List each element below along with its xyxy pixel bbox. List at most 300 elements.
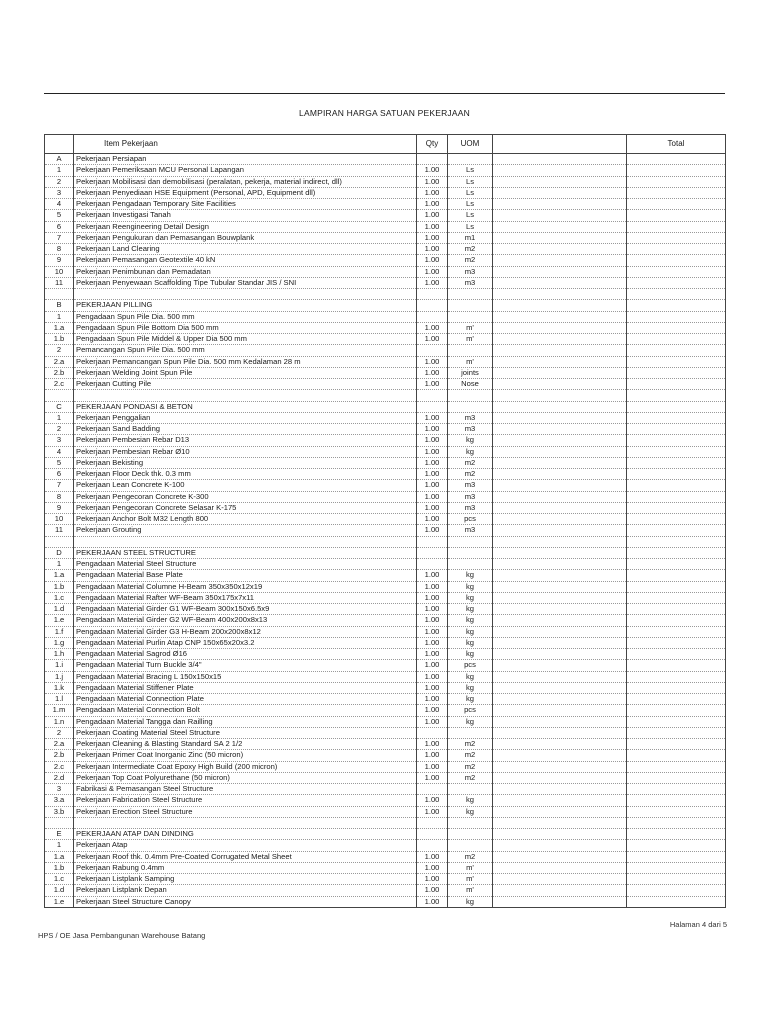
row-item: Pekerjaan Fabrication Steel Structure xyxy=(74,795,417,806)
row-qty: 1.00 xyxy=(417,277,448,288)
price-table xyxy=(44,134,726,908)
row-total xyxy=(627,671,726,682)
row-uom: Ls xyxy=(448,221,493,232)
row-spacer xyxy=(493,570,627,581)
row-total xyxy=(627,221,726,232)
header-uom: UOM xyxy=(448,135,493,154)
row-spacer xyxy=(493,514,627,525)
row-spacer xyxy=(493,154,627,165)
row-total xyxy=(627,795,726,806)
row-item: Pekerjaan Land Clearing xyxy=(74,244,417,255)
row-uom: Ls xyxy=(448,210,493,221)
table-row xyxy=(45,840,726,851)
row-number xyxy=(45,390,74,401)
row-spacer xyxy=(493,277,627,288)
row-item: Pengadaan Material Purlin Atap CNP 150x65x20x3.2 xyxy=(74,637,417,648)
row-item: Pekerjaan Pembesian Rebar Ø10 xyxy=(74,446,417,457)
row-item: Pekerjaan Bekisting xyxy=(74,457,417,468)
table-row xyxy=(45,187,726,198)
row-item: Pekerjaan Floor Deck thk. 0.3 mm xyxy=(74,469,417,480)
row-item: Fabrikasi & Pemasangan Steel Structure xyxy=(74,784,417,795)
row-uom: m3 xyxy=(448,491,493,502)
row-number: 2 xyxy=(45,345,74,356)
row-number: 8 xyxy=(45,244,74,255)
row-number: 4 xyxy=(45,199,74,210)
row-number: 11 xyxy=(45,525,74,536)
top-rule xyxy=(44,93,725,94)
row-total xyxy=(627,637,726,648)
row-qty: 1.00 xyxy=(417,255,448,266)
row-total xyxy=(627,851,726,862)
row-qty: 1.00 xyxy=(417,525,448,536)
row-total xyxy=(627,424,726,435)
row-number: 1.e xyxy=(45,896,74,907)
row-uom: kg xyxy=(448,649,493,660)
row-uom: kg xyxy=(448,615,493,626)
row-item: Pekerjaan Pemeriksaan MCU Personal Lapangan xyxy=(74,165,417,176)
row-uom xyxy=(448,300,493,311)
row-number: 1.d xyxy=(45,604,74,615)
row-total xyxy=(627,592,726,603)
row-number: 1.b xyxy=(45,862,74,873)
row-spacer xyxy=(493,266,627,277)
row-uom: m2 xyxy=(448,457,493,468)
row-uom: m' xyxy=(448,322,493,333)
row-total xyxy=(627,401,726,412)
document-title: LAMPIRAN HARGA SATUAN PEKERJAAN xyxy=(299,108,470,118)
row-spacer xyxy=(493,379,627,390)
row-number: 3 xyxy=(45,784,74,795)
row-item: Pekerjaan Primer Coat Inorganic Zinc (50 micron) xyxy=(74,750,417,761)
row-item: Pengadaan Material Sagrod Ø16 xyxy=(74,649,417,660)
table-row xyxy=(45,671,726,682)
row-number: 10 xyxy=(45,266,74,277)
row-uom: m1 xyxy=(448,232,493,243)
row-total xyxy=(627,514,726,525)
footer-document-name: HPS / OE Jasa Pembangunan Warehouse Batang xyxy=(38,931,206,940)
row-uom: m' xyxy=(448,862,493,873)
row-total xyxy=(627,862,726,873)
row-total xyxy=(627,716,726,727)
row-number: 1 xyxy=(45,840,74,851)
row-number: 1.g xyxy=(45,637,74,648)
row-qty: 1.00 xyxy=(417,502,448,513)
row-uom: kg xyxy=(448,581,493,592)
row-item: Pekerjaan Top Coat Polyurethane (50 micron) xyxy=(74,772,417,783)
row-uom xyxy=(448,817,493,828)
table-row xyxy=(45,289,726,300)
row-total xyxy=(627,457,726,468)
table-row xyxy=(45,379,726,390)
table-row xyxy=(45,480,726,491)
row-item: Pekerjaan Pengadaan Temporary Site Facilities xyxy=(74,199,417,210)
row-total xyxy=(627,322,726,333)
row-spacer xyxy=(493,334,627,345)
row-number: 2.b xyxy=(45,750,74,761)
row-uom xyxy=(448,536,493,547)
row-number: 3.b xyxy=(45,806,74,817)
table-row xyxy=(45,592,726,603)
row-number: 4 xyxy=(45,446,74,457)
row-item: Pengadaan Material Base Plate xyxy=(74,570,417,581)
row-total xyxy=(627,649,726,660)
row-uom: m3 xyxy=(448,412,493,423)
row-spacer xyxy=(493,750,627,761)
row-number: 8 xyxy=(45,491,74,502)
row-total xyxy=(627,187,726,198)
row-uom: Ls xyxy=(448,165,493,176)
table-row xyxy=(45,469,726,480)
row-qty: 1.00 xyxy=(417,581,448,592)
table-row xyxy=(45,514,726,525)
table-row xyxy=(45,277,726,288)
row-uom: kg xyxy=(448,626,493,637)
row-qty xyxy=(417,547,448,558)
row-uom: kg xyxy=(448,694,493,705)
row-number: 2.a xyxy=(45,739,74,750)
row-item: Pengadaan Material Girder G2 WF-Beam 400x200x8x13 xyxy=(74,615,417,626)
row-number: 1.a xyxy=(45,322,74,333)
row-spacer xyxy=(493,322,627,333)
row-total xyxy=(627,885,726,896)
table-row xyxy=(45,502,726,513)
row-qty: 1.00 xyxy=(417,694,448,705)
row-total xyxy=(627,244,726,255)
row-total xyxy=(627,626,726,637)
row-number: 2.c xyxy=(45,379,74,390)
row-total xyxy=(627,480,726,491)
table-row xyxy=(45,626,726,637)
row-item: Pekerjaan Penyewaan Scaffolding Tipe Tubular Standar JIS / SNI xyxy=(74,277,417,288)
row-item: Pekerjaan Roof thk. 0.4mm Pre-Coated Corrugated Metal Sheet xyxy=(74,851,417,862)
row-item: Pekerjaan Anchor Bolt M32 Length 800 xyxy=(74,514,417,525)
table-row xyxy=(45,266,726,277)
row-number: 1 xyxy=(45,412,74,423)
row-uom xyxy=(448,390,493,401)
table-row xyxy=(45,424,726,435)
table-row xyxy=(45,401,726,412)
row-total xyxy=(627,446,726,457)
header-qty: Qty xyxy=(417,135,448,154)
row-uom: kg xyxy=(448,570,493,581)
row-total xyxy=(627,817,726,828)
table-row xyxy=(45,244,726,255)
row-total xyxy=(627,289,726,300)
row-spacer xyxy=(493,727,627,738)
row-qty: 1.00 xyxy=(417,570,448,581)
row-qty: 1.00 xyxy=(417,660,448,671)
row-item: Pekerjaan Pembesian Rebar D13 xyxy=(74,435,417,446)
row-number: 2 xyxy=(45,424,74,435)
row-qty: 1.00 xyxy=(417,649,448,660)
table-row xyxy=(45,435,726,446)
row-item: PEKERJAAN PILLING xyxy=(74,300,417,311)
row-total xyxy=(627,334,726,345)
row-total xyxy=(627,176,726,187)
table-row xyxy=(45,604,726,615)
row-spacer xyxy=(493,412,627,423)
row-number: 1.h xyxy=(45,649,74,660)
row-item: Pekerjaan Atap xyxy=(74,840,417,851)
table-row xyxy=(45,300,726,311)
row-uom: kg xyxy=(448,435,493,446)
row-item: Pengadaan Material Bracing L 150x150x15 xyxy=(74,671,417,682)
table-row xyxy=(45,559,726,570)
table-header xyxy=(45,135,726,154)
row-uom: joints xyxy=(448,367,493,378)
row-qty xyxy=(417,390,448,401)
row-qty: 1.00 xyxy=(417,851,448,862)
row-qty: 1.00 xyxy=(417,705,448,716)
row-uom: kg xyxy=(448,592,493,603)
row-total xyxy=(627,615,726,626)
row-spacer xyxy=(493,784,627,795)
row-number: 2.a xyxy=(45,356,74,367)
row-qty: 1.00 xyxy=(417,491,448,502)
row-total xyxy=(627,829,726,840)
row-uom: m3 xyxy=(448,502,493,513)
row-qty: 1.00 xyxy=(417,356,448,367)
row-uom xyxy=(448,289,493,300)
table-row xyxy=(45,750,726,761)
row-item: Pekerjaan Welding Joint Spun Pile xyxy=(74,367,417,378)
row-uom: Nose xyxy=(448,379,493,390)
row-qty xyxy=(417,784,448,795)
row-uom xyxy=(448,559,493,570)
row-uom: m3 xyxy=(448,266,493,277)
row-spacer xyxy=(493,345,627,356)
table-row xyxy=(45,795,726,806)
row-qty xyxy=(417,559,448,570)
row-spacer xyxy=(493,795,627,806)
row-total xyxy=(627,502,726,513)
row-spacer xyxy=(493,165,627,176)
row-item: Pekerjaan Investigasi Tanah xyxy=(74,210,417,221)
row-total xyxy=(627,570,726,581)
row-uom: kg xyxy=(448,446,493,457)
row-number: 1.b xyxy=(45,581,74,592)
row-number: 6 xyxy=(45,221,74,232)
row-number: 2 xyxy=(45,727,74,738)
row-total xyxy=(627,469,726,480)
row-number xyxy=(45,817,74,828)
row-total xyxy=(627,300,726,311)
row-number: 1.c xyxy=(45,874,74,885)
row-uom xyxy=(448,829,493,840)
row-number: 2.c xyxy=(45,761,74,772)
header-total: Total xyxy=(627,135,726,154)
table-row xyxy=(45,649,726,660)
row-number xyxy=(45,289,74,300)
table-row xyxy=(45,874,726,885)
row-qty: 1.00 xyxy=(417,435,448,446)
row-qty: 1.00 xyxy=(417,210,448,221)
row-uom: m2 xyxy=(448,772,493,783)
row-total xyxy=(627,412,726,423)
row-total xyxy=(627,311,726,322)
row-qty xyxy=(417,840,448,851)
row-qty: 1.00 xyxy=(417,682,448,693)
row-number: 1.d xyxy=(45,885,74,896)
row-total xyxy=(627,525,726,536)
row-spacer xyxy=(493,806,627,817)
row-qty: 1.00 xyxy=(417,885,448,896)
row-spacer xyxy=(493,649,627,660)
row-spacer xyxy=(493,615,627,626)
row-total xyxy=(627,874,726,885)
row-item: Pengadaan Material Steel Structure xyxy=(74,559,417,570)
row-number: 1.k xyxy=(45,682,74,693)
row-qty: 1.00 xyxy=(417,739,448,750)
table-row xyxy=(45,210,726,221)
row-item: Pekerjaan Reengineering Detail Design xyxy=(74,221,417,232)
row-spacer xyxy=(493,592,627,603)
row-qty: 1.00 xyxy=(417,469,448,480)
row-total xyxy=(627,772,726,783)
row-qty: 1.00 xyxy=(417,592,448,603)
row-spacer xyxy=(493,694,627,705)
row-spacer xyxy=(493,435,627,446)
row-spacer xyxy=(493,885,627,896)
row-total xyxy=(627,210,726,221)
row-item: Pengadaan Material Rafter WF-Beam 350x175x7x11 xyxy=(74,592,417,603)
row-qty xyxy=(417,727,448,738)
row-uom: m' xyxy=(448,885,493,896)
row-item: Pengadaan Spun Pile Middel & Upper Dia 500 mm xyxy=(74,334,417,345)
row-number xyxy=(45,536,74,547)
row-number: 1.l xyxy=(45,694,74,705)
row-item: Pekerjaan Erection Steel Structure xyxy=(74,806,417,817)
row-number: 1.a xyxy=(45,570,74,581)
row-item: Pengadaan Material Girder G3 H-Beam 200x200x8x12 xyxy=(74,626,417,637)
row-qty: 1.00 xyxy=(417,187,448,198)
table-row xyxy=(45,896,726,907)
row-qty: 1.00 xyxy=(417,615,448,626)
row-spacer xyxy=(493,424,627,435)
row-number: 5 xyxy=(45,210,74,221)
row-spacer xyxy=(493,547,627,558)
row-number: 1.e xyxy=(45,615,74,626)
row-number: 10 xyxy=(45,514,74,525)
row-spacer xyxy=(493,356,627,367)
row-spacer xyxy=(493,502,627,513)
table-row xyxy=(45,412,726,423)
table-row xyxy=(45,637,726,648)
row-number: 3.a xyxy=(45,795,74,806)
row-item: Pekerjaan Intermediate Coat Epoxy High Build (200 micron) xyxy=(74,761,417,772)
row-qty: 1.00 xyxy=(417,761,448,772)
table-row xyxy=(45,221,726,232)
row-spacer xyxy=(493,874,627,885)
row-total xyxy=(627,682,726,693)
table-row xyxy=(45,570,726,581)
row-spacer xyxy=(493,446,627,457)
row-qty: 1.00 xyxy=(417,862,448,873)
row-spacer xyxy=(493,862,627,873)
row-spacer xyxy=(493,604,627,615)
row-total xyxy=(627,727,726,738)
table-row xyxy=(45,885,726,896)
row-total xyxy=(627,840,726,851)
row-qty: 1.00 xyxy=(417,367,448,378)
row-total xyxy=(627,739,726,750)
row-total xyxy=(627,367,726,378)
row-item: Pekerjaan Listplank Samping xyxy=(74,874,417,885)
row-qty: 1.00 xyxy=(417,772,448,783)
row-uom xyxy=(448,784,493,795)
table-row xyxy=(45,829,726,840)
row-spacer xyxy=(493,457,627,468)
table-row xyxy=(45,784,726,795)
row-spacer xyxy=(493,367,627,378)
table-row xyxy=(45,660,726,671)
table-row xyxy=(45,761,726,772)
table-row xyxy=(45,334,726,345)
row-item: Pekerjaan Rabung 0.4mm xyxy=(74,862,417,873)
row-total xyxy=(627,694,726,705)
row-qty: 1.00 xyxy=(417,244,448,255)
row-uom: m' xyxy=(448,874,493,885)
row-qty: 1.00 xyxy=(417,334,448,345)
row-qty: 1.00 xyxy=(417,412,448,423)
table-row xyxy=(45,345,726,356)
row-spacer xyxy=(493,739,627,750)
table-row xyxy=(45,176,726,187)
row-qty: 1.00 xyxy=(417,637,448,648)
row-spacer xyxy=(493,199,627,210)
row-uom: m3 xyxy=(448,480,493,491)
row-total xyxy=(627,390,726,401)
row-qty: 1.00 xyxy=(417,874,448,885)
table-row xyxy=(45,694,726,705)
row-uom: pcs xyxy=(448,705,493,716)
table-row xyxy=(45,851,726,862)
row-spacer xyxy=(493,559,627,570)
row-number: 7 xyxy=(45,480,74,491)
row-total xyxy=(627,266,726,277)
row-qty: 1.00 xyxy=(417,480,448,491)
row-item: Pengadaan Material Connection Plate xyxy=(74,694,417,705)
row-number: 1.j xyxy=(45,671,74,682)
row-qty: 1.00 xyxy=(417,750,448,761)
row-qty: 1.00 xyxy=(417,806,448,817)
row-total xyxy=(627,896,726,907)
row-total xyxy=(627,705,726,716)
table-row xyxy=(45,446,726,457)
row-qty xyxy=(417,300,448,311)
row-total xyxy=(627,435,726,446)
row-spacer xyxy=(493,626,627,637)
row-number: 2 xyxy=(45,176,74,187)
row-qty xyxy=(417,345,448,356)
row-item: Pekerjaan Listplank Depan xyxy=(74,885,417,896)
header-no xyxy=(45,135,74,154)
row-uom xyxy=(448,345,493,356)
row-spacer xyxy=(493,244,627,255)
row-uom: kg xyxy=(448,806,493,817)
row-item: Pengadaan Material Girder G1 WF-Beam 300x150x6.5x9 xyxy=(74,604,417,615)
row-uom: pcs xyxy=(448,514,493,525)
row-uom: kg xyxy=(448,682,493,693)
table-row xyxy=(45,232,726,243)
table-row xyxy=(45,525,726,536)
row-number: 1.i xyxy=(45,660,74,671)
row-number: 1 xyxy=(45,165,74,176)
row-item: Pekerjaan Grouting xyxy=(74,525,417,536)
row-item xyxy=(74,817,417,828)
header-item: Item Pekerjaan xyxy=(74,135,417,154)
row-qty: 1.00 xyxy=(417,626,448,637)
